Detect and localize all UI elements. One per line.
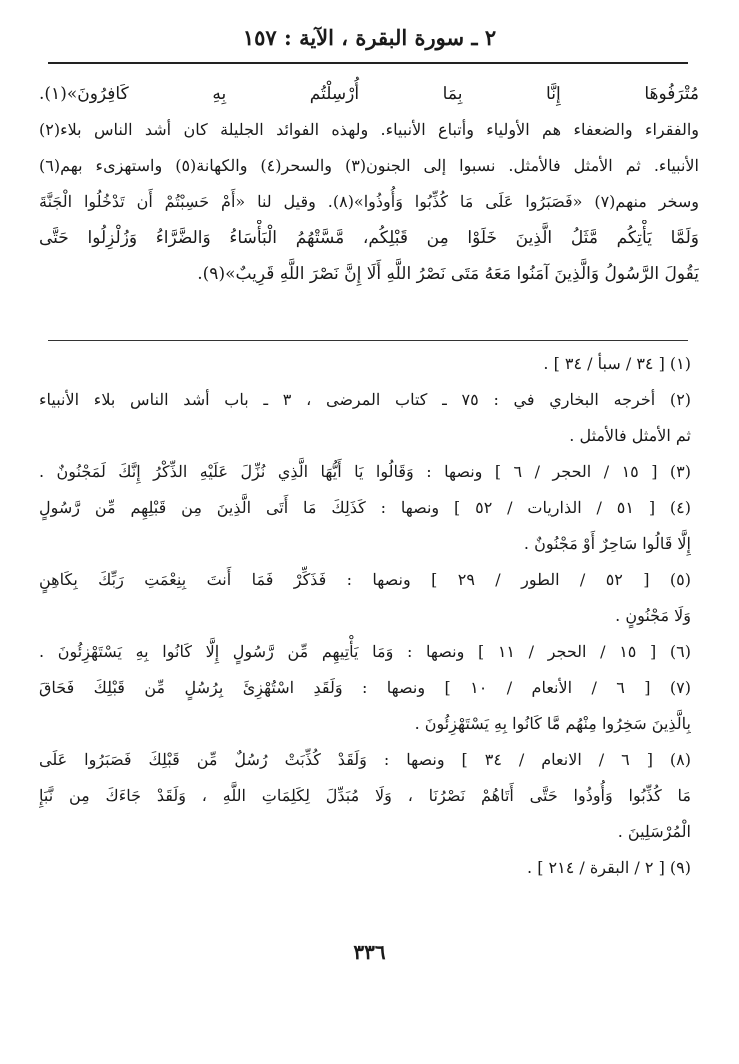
footnote-line: إِلَّا قَالُوا سَاحِرٌ أَوْ مَجْنُونٌ . [523, 534, 691, 553]
footnote-separator [48, 340, 688, 341]
footnote-line: (٩) [ ٢ / البقرة / ٢١٤ ] . [527, 858, 691, 877]
footnote-line: ثم الأمثل فالأمثل . [569, 426, 691, 445]
footnote-line: (٢) أخرجه البخاري في : ٧٥ ـ كتاب المرضى ، ٣ ـ باب أشد الناس بلاء الأنبياء [39, 390, 691, 409]
header-rule [48, 62, 688, 64]
main-text-line: مُتْرَفُوهَا إِنَّا بِمَا أُرْسِلْتُم بِهِ كَافِرُونَ»(١). [39, 84, 699, 104]
footnote-line: مَا كُذِّبُوا وَأُوذُوا حَتَّى أَتَاهُمْ نَصْرُنَا ، وَلَا مُبَدِّلَ لِكَلِمَاتِ اللَّهِ ، وَلَقَدْ جَاءَكَ مِن نَّبَإِ [39, 786, 691, 805]
main-text [39, 76, 699, 292]
footnote-line: بِالَّذِينَ سَخِرُوا مِنْهُم مَّا كَانُوا بِهِ يَسْتَهْزِئُونَ . [414, 714, 691, 733]
footnote-line: (٧) [ ٦ / الأنعام / ١٠ ] ونصها : وَلَقَدِ اسْتُهْزِئَ بِرُسُلٍ مِّن قَبْلِكَ فَحَاقَ [39, 678, 691, 697]
running-head: ٢ ـ سورة البقرة ، الآية : ١٥٧ [242, 25, 497, 50]
footnote-line: (٦) [ ١٥ / الحجر / ١١ ] ونصها : وَمَا يَأْتِيهِم مِّن رَّسُولٍ إِلَّا كَانُوا بِهِ يَسْتَهْزِئُونَ . [39, 642, 691, 661]
footnote-line: (٤) [ ٥١ / الذاريات / ٥٢ ] ونصها : كَذَلِكَ مَا أَتَى الَّذِينَ مِن قَبْلِهِم مِّن رَّسُولٍ [39, 498, 691, 517]
footnote-line: الْمُرْسَلِينَ . [617, 822, 691, 841]
page-number: ٣٣٦ [353, 940, 386, 964]
footnotes [39, 346, 691, 886]
main-text-line: يَقُولَ الرَّسُولُ وَالَّذِينَ آمَنُوا مَعَهُ مَتَى نَصْرُ اللَّهِ أَلَا إِنَّ نَصْرَ اللَّهِ قَرِيبٌ»(٩). [197, 264, 699, 284]
footnote-line: (٣) [ ١٥ / الحجر / ٦ ] ونصها : وَقَالُوا يَا أَيُّهَا الَّذِي نُزِّلَ عَلَيْهِ الذِّكْرُ إِنَّكَ لَمَجْنُونٌ . [39, 462, 691, 481]
footnote-line: (١) [ ٣٤ / سبأ / ٣٤ ] . [543, 354, 691, 373]
main-text-line: والفقراء والضعفاء هم الأولياء وأتباع الأنبياء. ولهذه الفوائد الجليلة كان أشد الناس بلاء(٢) [39, 120, 699, 139]
footnote-line: (٨) [ ٦ / الانعام / ٣٤ ] ونصها : وَلَقَدْ كُذِّبَتْ رُسُلٌ مِّن قَبْلِكَ فَصَبَرُوا عَلَى [39, 750, 691, 769]
footnote-line: وَلَا مَجْنُونٍ . [615, 606, 691, 625]
main-text-line: وسخر منهم(٧) «فَصَبَرُوا عَلَى مَا كُذِّبُوا وَأُوذُوا»(٨). وقيل لنا «أَمْ حَسِبْتُمْ أَن تَدْخُلُوا الْجَنَّةَ [39, 192, 699, 211]
footnote-line: (٥) [ ٥٢ / الطور / ٢٩ ] ونصها : فَذَكِّرْ فَمَا أَنتَ بِنِعْمَتِ رَبِّكَ بِكَاهِنٍ [39, 570, 691, 589]
main-text-line: الأنبياء. ثم الأمثل فالأمثل. نسبوا إلى الجنون(٣) والسحر(٤) والكهانة(٥) واستهزىء بهم(٦) [39, 156, 699, 175]
main-text-line: وَلَمَّا يَأْتِكُم مَّثَلُ الَّذِينَ خَلَوْا مِن قَبْلِكُم، مَّسَّتْهُمُ الْبَأْسَاءُ وَالضَّرَّاءُ وَزُلْزِلُوا حَتَّى [39, 228, 699, 248]
